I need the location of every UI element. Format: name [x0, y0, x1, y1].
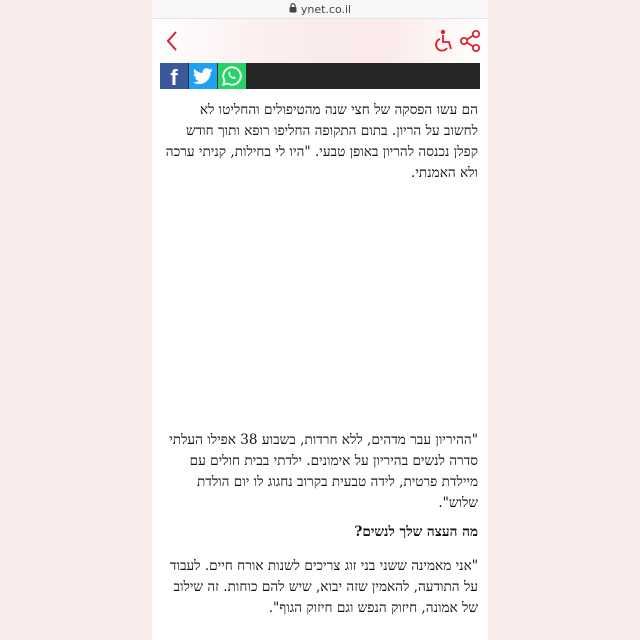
- url-text: ynet.co.il: [300, 2, 352, 16]
- twitter-share-button[interactable]: [189, 63, 217, 89]
- article-paragraph: "אני מאמינה ששני בני זוג צריכים לשנות אורח חיים. לעבוד על התודעה, להאמין שזה יבוא, שיש להם כוחות. זה שילוב של אמונה, חיזוק הנפש וגם חיזוק הגוף".: [169, 558, 478, 616]
- social-share-bar: [160, 63, 480, 89]
- facebook-share-button[interactable]: [160, 63, 188, 89]
- whatsapp-icon: [221, 65, 243, 87]
- share-icon[interactable]: [458, 29, 482, 53]
- lock-icon: [289, 3, 297, 16]
- article-subheading: מה העצה שלך לנשים?: [354, 524, 478, 540]
- facebook-icon: f: [170, 65, 178, 90]
- browser-url-bar[interactable]: [152, 0, 488, 19]
- twitter-bird-icon: [193, 68, 213, 85]
- site-header: [152, 19, 488, 63]
- whatsapp-share-button[interactable]: [218, 63, 246, 89]
- phone-viewport: [152, 0, 488, 640]
- chevron-left-icon[interactable]: [160, 27, 184, 55]
- wheelchair-accessibility-icon[interactable]: [432, 29, 454, 53]
- article-paragraph: הם עשו הפסקה של חצי שנה מהטיפולים והחליטו לא לחשוב על הריון. בתום התקופה החליפו רופא ותוך חודש קפלן נכנסה להריון באופן טבעי. "היו לי בחילות, קניתי ערכה ולא האמנתי.: [165, 102, 478, 181]
- article-paragraph: "ההיריון עבר מדהים, ללא חרדות, בשבוע 38 אפילו העלתי סדרה לנשים בהיריון על אימונים. ילדתי בבית חולים עם מיילדת פרטית, לידה טבעית בקרוב נחגוג לו יום הולדת שלוש".: [169, 432, 478, 511]
- media-placeholder: [164, 192, 478, 412]
